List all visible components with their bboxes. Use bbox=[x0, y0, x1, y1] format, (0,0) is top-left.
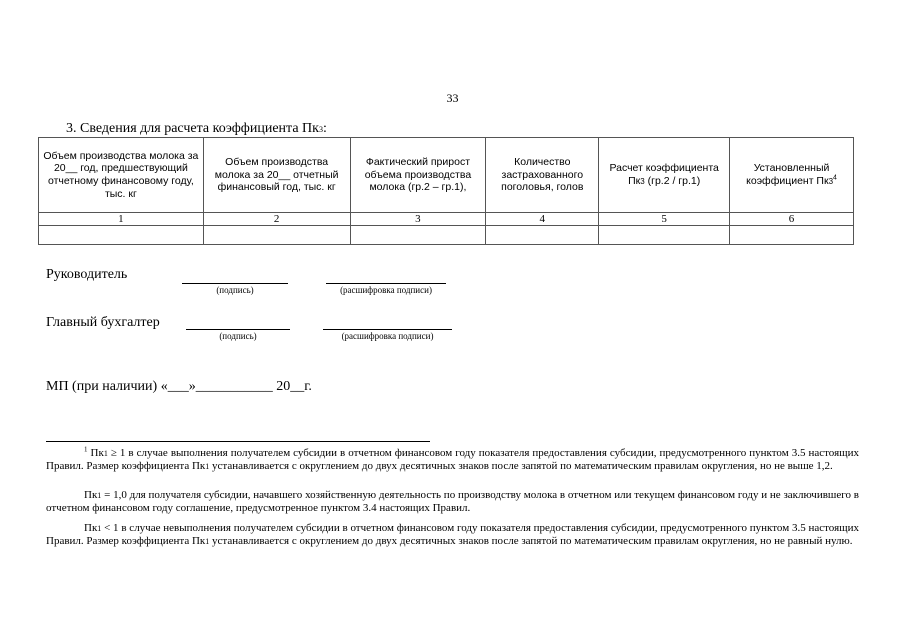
section-title-text: 3. Сведения для расчета коэффициента Пк bbox=[66, 121, 319, 136]
column-number: 3 bbox=[350, 213, 486, 226]
footnote-3-rest: < 1 в случае невыполнения получателем субсидии в отчетном финансовом году показателя предоставления субсидии, предусмотренного пунктом 3.5 настоящих Правил. Размер коэффициента Пк bbox=[46, 522, 859, 547]
header-established-coefficient bbox=[730, 138, 854, 213]
accountant-decoding-caption: (расшифровка подписи) bbox=[341, 331, 434, 341]
column-number: 1 bbox=[39, 213, 204, 226]
table-number-row bbox=[39, 213, 854, 226]
column-number: 4 bbox=[486, 213, 599, 226]
head-decoding-caption: (расшифровка подписи) bbox=[340, 285, 432, 295]
chief-accountant-label: Главный бухгалтер bbox=[46, 315, 160, 330]
header-established-coefficient-text: Установленный коэффициент Пк bbox=[746, 162, 830, 187]
table-empty-row bbox=[39, 226, 854, 245]
footnote-ref-4: 4 bbox=[833, 174, 837, 182]
head-signature-line[interactable] bbox=[182, 283, 288, 284]
column-number: 5 bbox=[599, 213, 730, 226]
header-coefficient-calculation-text: Расчет коэффициента Пк bbox=[609, 162, 719, 187]
header-actual-growth: Фактический прирост объема производства молока (гр.2 – гр.1), bbox=[350, 138, 486, 213]
footnote-1-mark: 1 bbox=[84, 445, 88, 454]
accountant-signature-caption: (подпись) bbox=[219, 331, 257, 341]
footnote-3 bbox=[46, 522, 859, 548]
table-cell-input[interactable] bbox=[350, 226, 486, 245]
table-cell-input[interactable] bbox=[203, 226, 350, 245]
footnote-1-rest: ≥ 1 в случае выполнения получателем субсидии в отчетном финансовом году показателя предоставления субсидии, предусмотренного пунктом 3.5 настоящих Правил. Размер коэффициента Пк bbox=[46, 447, 859, 472]
coefficient-table bbox=[38, 137, 854, 245]
header-established-coefficient-sub: 3 bbox=[828, 177, 834, 186]
header-prev-year-volume: Объем производства молока за 20__ год, предшествующий отчетному финансовому году, тыс. кг bbox=[39, 138, 204, 213]
header-coefficient-calculation-sub: 3 bbox=[640, 177, 645, 186]
footnote-3-sub: 1 bbox=[97, 524, 102, 533]
footnote-3-sub2: 1 bbox=[205, 537, 210, 546]
column-number: 2 bbox=[203, 213, 350, 226]
footnote-1-sub: 1 bbox=[103, 449, 108, 458]
section-title-subscript: 3 bbox=[318, 125, 323, 134]
table-header-row bbox=[39, 138, 854, 213]
footnote-2-rest: = 1,0 для получателя субсидии, начавшего хозяйственную деятельность по производству молока в отчетном или текущем финансовом году и не заключившего в отчетном финансовом году соглашение, предусмотренное пунктом 3.4 настоящих Правил. bbox=[46, 489, 859, 514]
footnote-2 bbox=[46, 489, 859, 515]
footnote-1-end: устанавливается с округлением до двух десятичных знаков после запятой по математическим правилам округления, но не выше 1,2. bbox=[209, 460, 833, 472]
footnote-2-text: Пк bbox=[84, 489, 98, 501]
footnote-1-sub2: 1 bbox=[205, 462, 210, 471]
table-cell-input[interactable] bbox=[599, 226, 730, 245]
footnote-3-text: Пк bbox=[84, 522, 98, 534]
header-current-year-volume: Объем производства молока за 20__ отчетный финансовый год, тыс. кг bbox=[203, 138, 350, 213]
table-cell-input[interactable] bbox=[486, 226, 599, 245]
footnote-2-sub: 1 bbox=[97, 491, 102, 500]
footnote-3-end: устанавливается с округлением до двух десятичных знаков после запятой по математическим правилам округления, но не равный нулю. bbox=[209, 535, 853, 547]
section-title bbox=[66, 121, 327, 137]
footnote-separator bbox=[46, 441, 430, 442]
page-number: 33 bbox=[446, 91, 459, 105]
footnote-1 bbox=[46, 447, 859, 473]
header-insured-livestock: Количество застрахованного поголовья, голов bbox=[486, 138, 599, 213]
stamp-date-line: МП (при наличии) «___»___________ 20__г. bbox=[46, 379, 312, 394]
header-coefficient-calculation-formula: (гр.2 / гр.1) bbox=[644, 175, 701, 187]
accountant-decoding-line[interactable] bbox=[323, 329, 452, 330]
head-decoding-line[interactable] bbox=[326, 283, 446, 284]
header-coefficient-calculation bbox=[599, 138, 730, 213]
table-cell-input[interactable] bbox=[39, 226, 204, 245]
accountant-signature-line[interactable] bbox=[186, 329, 290, 330]
head-label: Руководитель bbox=[46, 267, 128, 282]
footnote-1-text: Пк bbox=[87, 447, 104, 459]
section-title-colon: : bbox=[322, 121, 327, 136]
column-number: 6 bbox=[730, 213, 854, 226]
head-signature-caption: (подпись) bbox=[216, 285, 254, 295]
table-cell-input[interactable] bbox=[730, 226, 854, 245]
